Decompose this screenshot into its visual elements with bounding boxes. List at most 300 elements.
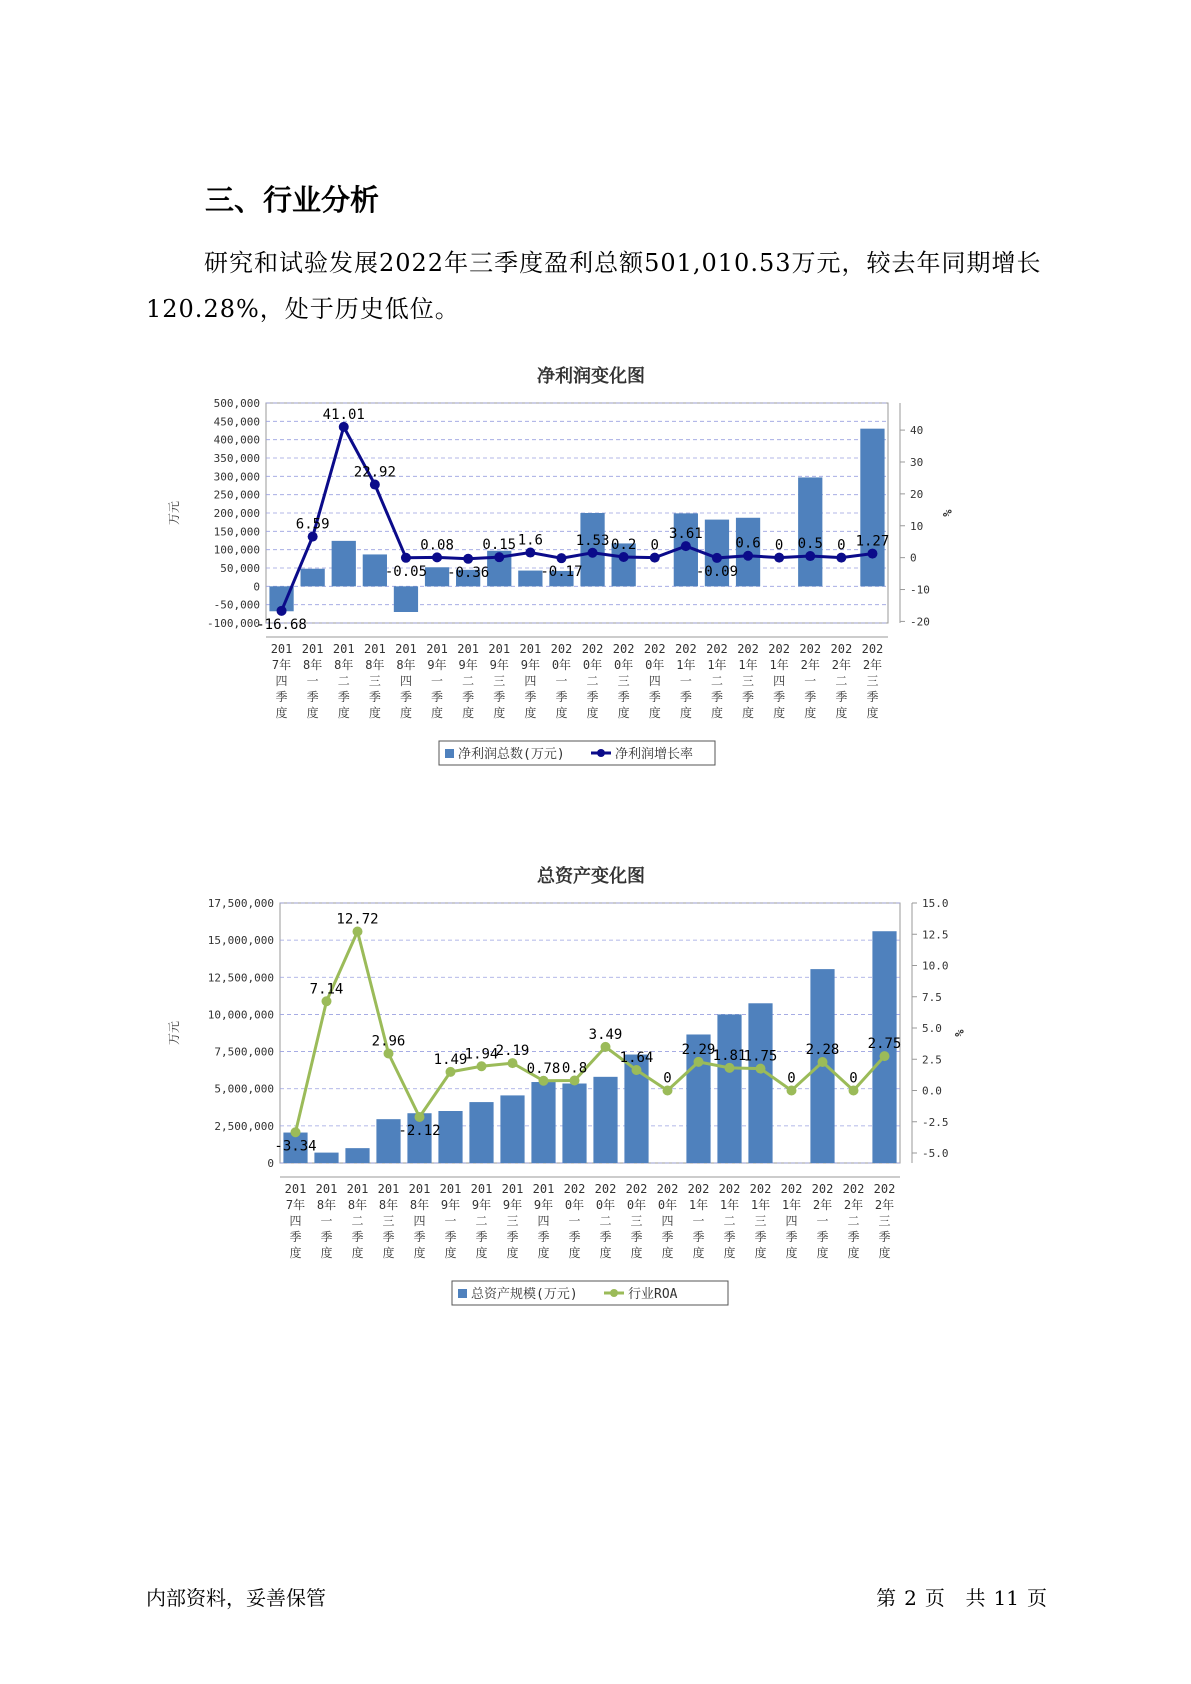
line-point xyxy=(601,1042,611,1052)
data-label: -0.36 xyxy=(447,564,490,581)
x-tick-label: 一 xyxy=(444,1214,457,1228)
data-label: -16.68 xyxy=(256,616,307,633)
x-tick-label: 度 xyxy=(878,1246,891,1260)
left-axis-tick-label: 450,000 xyxy=(213,415,260,429)
right-axis-title: % xyxy=(940,509,954,517)
x-tick-label: 1年 xyxy=(781,1198,802,1212)
x-tick-label: 季 xyxy=(878,1230,891,1244)
bar xyxy=(748,1003,772,1163)
x-tick-label: 度 xyxy=(599,1246,612,1260)
x-tick-label: 0年 xyxy=(582,658,603,672)
bar xyxy=(500,1095,524,1163)
left-axis-tick-label: 350,000 xyxy=(213,452,260,465)
x-tick-label: 202 xyxy=(687,1182,710,1196)
x-tick-label: 二 xyxy=(475,1214,488,1228)
bar xyxy=(531,1082,555,1163)
x-tick-label: 202 xyxy=(811,1182,834,1196)
x-tick-label: 202 xyxy=(550,642,573,656)
left-axis-tick-label: 0 xyxy=(267,1157,274,1170)
line-point xyxy=(322,996,332,1006)
x-tick-label: 季 xyxy=(692,1230,705,1244)
line-point xyxy=(308,532,318,542)
x-tick-label: 季 xyxy=(648,690,661,704)
x-tick-label: 度 xyxy=(816,1246,829,1260)
x-tick-label: 9年 xyxy=(502,1198,523,1212)
right-axis-tick-label: 10 xyxy=(910,519,924,533)
left-axis-tick-label: 250,000 xyxy=(213,488,260,502)
data-label: 22.92 xyxy=(353,464,396,481)
line-point xyxy=(494,552,504,562)
footer-page-number xyxy=(872,1582,1051,1611)
legend-line-marker xyxy=(597,749,605,757)
bar xyxy=(562,1084,586,1163)
x-tick-label: 9年 xyxy=(440,1198,461,1212)
line-point xyxy=(401,553,411,563)
data-label: 0.15 xyxy=(482,537,517,554)
x-tick-label: 度 xyxy=(444,1246,457,1260)
left-axis-tick-label: 150,000 xyxy=(213,525,260,539)
legend-bar-swatch xyxy=(458,1289,467,1298)
x-tick-label: 三 xyxy=(617,674,630,688)
x-tick-label: 季 xyxy=(320,1230,333,1244)
x-tick-label: 202 xyxy=(830,642,853,656)
x-tick-label: 四 xyxy=(275,674,288,688)
line-point xyxy=(632,1065,642,1075)
x-tick-label: 季 xyxy=(399,690,412,704)
x-tick-label: 1年 xyxy=(688,1198,709,1212)
x-tick-label: 一 xyxy=(431,674,444,688)
left-axis-tick-label: 50,000 xyxy=(220,562,260,575)
x-tick-label: 1年 xyxy=(719,1198,740,1212)
net-profit-chart xyxy=(167,395,970,815)
line-point xyxy=(446,1067,456,1077)
x-tick-label: 三 xyxy=(382,1214,395,1228)
x-tick-label: 季 xyxy=(742,690,755,704)
bar xyxy=(363,554,387,586)
x-tick-label: 季 xyxy=(773,690,786,704)
right-axis-tick-label: 5.0 xyxy=(922,1022,942,1035)
x-tick-label: 201 xyxy=(408,1182,431,1196)
x-tick-label: 度 xyxy=(586,706,599,720)
bar xyxy=(518,571,542,587)
x-tick-label: 201 xyxy=(501,1182,524,1196)
x-tick-label: 二 xyxy=(586,674,599,688)
left-axis-tick-label: 2,500,000 xyxy=(214,1119,274,1133)
x-tick-label: 二 xyxy=(351,1214,364,1228)
x-tick-label: 度 xyxy=(742,706,755,720)
x-tick-label: 四 xyxy=(648,674,661,688)
left-axis-tick-label: -100,000 xyxy=(207,617,260,630)
left-axis-tick-label: 0 xyxy=(253,580,260,594)
data-label: 0 xyxy=(787,1070,796,1087)
x-tick-label: 2年 xyxy=(812,1198,833,1212)
x-tick-label: 2年 xyxy=(862,658,883,672)
x-tick-label: 202 xyxy=(612,642,635,656)
x-tick-label: 201 xyxy=(270,642,293,656)
x-tick-label: 度 xyxy=(306,706,319,720)
bar xyxy=(332,541,356,586)
x-tick-label: 9年 xyxy=(489,658,509,672)
x-tick-label: 度 xyxy=(723,1246,736,1260)
right-axis-tick-label: 40 xyxy=(910,424,924,438)
data-label: 1.75 xyxy=(743,1048,778,1065)
total-assets-chart xyxy=(167,895,970,1315)
x-tick-label: 季 xyxy=(710,690,723,704)
x-tick-label: 202 xyxy=(768,642,790,656)
left-axis-title: 万元 xyxy=(167,1020,181,1046)
bar xyxy=(301,569,325,587)
x-tick-label: 202 xyxy=(656,1182,679,1196)
x-tick-label: 度 xyxy=(506,1246,519,1260)
bar xyxy=(717,1014,741,1163)
x-tick-label: 2年 xyxy=(874,1198,895,1212)
x-tick-label: 三 xyxy=(368,674,381,688)
line-point xyxy=(787,1086,797,1096)
data-label: 0.78 xyxy=(526,1060,561,1077)
chart-title-total-assets: 总资产变化图 xyxy=(537,866,645,887)
x-tick-label: 度 xyxy=(524,706,537,720)
x-tick-label: 202 xyxy=(563,1182,586,1196)
x-tick-label: 季 xyxy=(506,1230,519,1244)
x-tick-label: 8年 xyxy=(334,658,354,672)
x-tick-label: 四 xyxy=(524,674,537,688)
x-tick-label: 202 xyxy=(873,1182,896,1196)
left-axis-tick-label: 100,000 xyxy=(213,543,260,557)
x-tick-label: 度 xyxy=(692,1246,705,1260)
legend-bar-label: 净利润总数(万元) xyxy=(458,747,565,762)
x-tick-label: 202 xyxy=(594,1182,617,1196)
page-num: 2 xyxy=(904,1586,917,1610)
x-tick-label: 度 xyxy=(661,1246,674,1260)
x-tick-label: 季 xyxy=(866,690,879,704)
x-tick-label: 度 xyxy=(413,1246,426,1260)
footer-confidential: 内部资料，妥善保管 xyxy=(146,1586,326,1610)
x-tick-label: 201 xyxy=(346,1182,369,1196)
line-point xyxy=(743,551,753,561)
x-tick-label: 8年 xyxy=(378,1198,399,1212)
x-tick-label: 201 xyxy=(470,1182,493,1196)
x-tick-label: 季 xyxy=(568,1230,581,1244)
line-point xyxy=(681,541,691,551)
line-point xyxy=(353,927,363,937)
x-tick-label: 季 xyxy=(351,1230,364,1244)
x-tick-label: 202 xyxy=(799,642,822,656)
data-label: 3.49 xyxy=(588,1026,623,1043)
x-tick-label: 季 xyxy=(816,1230,829,1244)
line-point xyxy=(712,553,722,563)
left-axis-tick-label: 10,000,000 xyxy=(207,1008,274,1022)
x-tick-label: 度 xyxy=(648,706,661,720)
data-label: 0.2 xyxy=(611,537,637,553)
line-point xyxy=(556,553,566,563)
x-tick-label: 三 xyxy=(742,674,755,688)
bar xyxy=(798,477,822,586)
x-tick-label: 度 xyxy=(289,1246,302,1260)
data-label: 0.08 xyxy=(420,537,454,554)
x-tick-label: 2年 xyxy=(800,658,820,672)
x-tick-label: 度 xyxy=(847,1246,860,1260)
x-tick-label: 季 xyxy=(275,690,288,704)
data-label: 0 xyxy=(774,537,784,554)
left-axis-tick-label: 500,000 xyxy=(213,397,260,410)
x-tick-label: 201 xyxy=(426,642,448,656)
line-point xyxy=(725,1063,735,1073)
data-label: 1.81 xyxy=(712,1047,747,1064)
data-label: 0 xyxy=(650,537,659,554)
right-axis-tick-label: 12.5 xyxy=(922,928,949,942)
line-point xyxy=(432,552,442,562)
legend-line-marker xyxy=(610,1289,618,1297)
line-point xyxy=(650,553,660,563)
x-tick-label: 四 xyxy=(785,1214,798,1228)
right-axis-tick-label: -20 xyxy=(910,615,930,629)
right-axis-tick-label: 0 xyxy=(910,551,917,565)
x-tick-label: 一 xyxy=(306,674,319,688)
x-tick-label: 一 xyxy=(816,1214,829,1228)
data-label: 0 xyxy=(837,537,846,554)
x-tick-label: 0年 xyxy=(564,1198,585,1212)
left-axis-tick-label: 7,500,000 xyxy=(214,1045,274,1059)
x-tick-label: 四 xyxy=(537,1214,550,1228)
x-tick-label: 201 xyxy=(519,642,542,656)
right-axis-tick-label: -5.0 xyxy=(922,1147,949,1160)
x-tick-label: 0年 xyxy=(626,1198,647,1212)
x-tick-label: 三 xyxy=(866,674,879,688)
legend-line-label: 行业ROA xyxy=(628,1287,678,1302)
bar xyxy=(593,1077,617,1163)
line-point xyxy=(570,1076,580,1086)
total-num: 11 xyxy=(993,1586,1019,1610)
line-point xyxy=(805,551,815,561)
right-axis-tick-label: 7.5 xyxy=(922,990,942,1004)
line-point xyxy=(818,1057,828,1067)
line-point xyxy=(508,1058,518,1068)
x-tick-label: 季 xyxy=(475,1230,488,1244)
x-tick-label: 季 xyxy=(537,1230,550,1244)
data-label: 1.49 xyxy=(433,1051,468,1068)
data-label: 1.64 xyxy=(619,1050,654,1066)
x-tick-label: 二 xyxy=(337,674,350,688)
data-label: 0 xyxy=(663,1070,672,1087)
x-tick-label: 度 xyxy=(835,706,848,720)
right-axis-tick-label: 2.5 xyxy=(922,1053,942,1067)
x-tick-label: 季 xyxy=(679,690,692,704)
x-tick-label: 四 xyxy=(661,1214,674,1228)
x-tick-label: 0年 xyxy=(645,658,665,672)
data-label: 2.29 xyxy=(681,1041,716,1058)
line-point xyxy=(477,1061,487,1071)
bar xyxy=(314,1153,338,1163)
line-point xyxy=(525,548,535,558)
x-tick-label: 202 xyxy=(737,642,759,656)
line-point xyxy=(370,480,380,490)
right-axis-tick-label: 20 xyxy=(910,487,924,501)
data-label: 7.14 xyxy=(309,981,344,998)
x-tick-label: 202 xyxy=(675,642,697,656)
x-tick-label: 202 xyxy=(643,642,666,656)
x-tick-label: 度 xyxy=(804,706,817,720)
data-label: 3.61 xyxy=(668,526,703,543)
data-label: 1.53 xyxy=(575,532,610,549)
x-tick-label: 度 xyxy=(679,706,692,720)
x-tick-label: 度 xyxy=(537,1246,550,1260)
x-tick-label: 季 xyxy=(754,1230,767,1244)
data-label: 41.01 xyxy=(322,406,365,423)
legend-line-label: 净利润增长率 xyxy=(615,747,694,762)
data-label: -0.05 xyxy=(384,563,428,580)
page-prefix: 第 xyxy=(876,1586,897,1610)
x-tick-label: 季 xyxy=(847,1230,860,1244)
x-tick-label: 一 xyxy=(568,1214,581,1228)
x-tick-label: 季 xyxy=(630,1230,643,1244)
x-tick-label: 8年 xyxy=(365,658,385,672)
x-tick-label: 2年 xyxy=(843,1198,864,1212)
x-tick-label: 201 xyxy=(364,642,386,656)
legend-bar-label: 总资产规模(万元) xyxy=(471,1287,578,1302)
x-tick-label: 季 xyxy=(804,690,817,704)
right-axis-tick-label: 15.0 xyxy=(922,897,949,910)
data-label: 2.19 xyxy=(495,1043,530,1060)
bar xyxy=(425,567,449,586)
x-tick-label: 二 xyxy=(710,674,723,688)
x-tick-label: 季 xyxy=(785,1230,798,1244)
x-tick-label: 度 xyxy=(431,706,444,720)
x-tick-label: 季 xyxy=(586,690,599,704)
x-tick-label: 度 xyxy=(773,706,786,720)
x-tick-label: 202 xyxy=(842,1182,865,1196)
x-tick-label: 二 xyxy=(462,674,475,688)
x-tick-label: 四 xyxy=(773,674,786,688)
x-tick-label: 度 xyxy=(754,1246,767,1260)
x-tick-label: 三 xyxy=(878,1214,891,1228)
data-label: 2.96 xyxy=(371,1033,406,1050)
line-point xyxy=(867,549,877,559)
x-tick-label: 四 xyxy=(413,1214,426,1228)
x-tick-label: 度 xyxy=(320,1246,333,1260)
x-tick-label: 三 xyxy=(630,1214,643,1228)
x-tick-label: 二 xyxy=(835,674,848,688)
x-tick-label: 四 xyxy=(289,1214,302,1228)
data-label: -0.17 xyxy=(540,564,583,581)
x-tick-label: 9年 xyxy=(458,658,478,672)
x-tick-label: 202 xyxy=(718,1182,741,1196)
x-tick-label: 9年 xyxy=(533,1198,554,1212)
x-tick-label: 季 xyxy=(368,690,381,704)
x-tick-label: 201 xyxy=(332,642,355,656)
x-tick-label: 度 xyxy=(462,706,475,720)
x-tick-label: 201 xyxy=(284,1182,307,1196)
line-point xyxy=(836,553,846,563)
x-tick-label: 8年 xyxy=(409,1198,430,1212)
total-unit: 页 xyxy=(1027,1586,1047,1610)
data-label: 2.75 xyxy=(867,1036,902,1053)
data-label: 1.94 xyxy=(464,1046,499,1063)
line-point xyxy=(339,422,349,432)
left-axis-tick-label: 15,000,000 xyxy=(207,934,274,948)
x-tick-label: 201 xyxy=(532,1182,555,1196)
x-tick-label: 季 xyxy=(555,690,568,704)
x-tick-label: 二 xyxy=(723,1214,736,1228)
line-point xyxy=(384,1049,394,1059)
x-tick-label: 202 xyxy=(861,642,884,656)
left-axis-title: 万元 xyxy=(167,500,181,526)
line-point xyxy=(849,1086,859,1096)
summary-paragraph: 研究和试验发展2022年三季度盈利总额501,010.53万元，较去年同期增长120.28%，处于历史低位。 xyxy=(146,249,1042,323)
x-tick-label: 9年 xyxy=(520,658,540,672)
x-tick-label: 度 xyxy=(866,706,879,720)
data-label: -2.12 xyxy=(398,1123,441,1139)
line-point xyxy=(588,548,598,558)
x-tick-label: 8年 xyxy=(396,658,416,672)
x-tick-label: 8年 xyxy=(347,1198,368,1212)
x-tick-label: 季 xyxy=(382,1230,395,1244)
bar xyxy=(438,1111,462,1163)
x-tick-label: 201 xyxy=(488,642,511,656)
x-tick-label: 度 xyxy=(630,1246,643,1260)
x-tick-label: 二 xyxy=(847,1214,860,1228)
x-tick-label: 度 xyxy=(785,1246,798,1260)
data-label: 0 xyxy=(849,1070,858,1087)
left-axis-tick-label: 300,000 xyxy=(213,470,260,484)
x-tick-label: 201 xyxy=(395,642,417,656)
data-label: -0.09 xyxy=(695,563,739,580)
left-axis-tick-label: 17,500,000 xyxy=(207,897,274,910)
x-tick-label: 三 xyxy=(493,674,506,688)
x-tick-label: 201 xyxy=(377,1182,400,1196)
x-tick-label: 四 xyxy=(399,674,412,688)
right-axis-tick-label: 0.0 xyxy=(922,1084,942,1098)
x-tick-label: 度 xyxy=(617,706,630,720)
data-label: 12.72 xyxy=(336,911,379,928)
data-label: 0.6 xyxy=(735,535,761,552)
x-tick-label: 三 xyxy=(754,1214,767,1228)
x-tick-label: 一 xyxy=(555,674,568,688)
x-tick-label: 季 xyxy=(444,1230,457,1244)
x-tick-label: 季 xyxy=(431,690,444,704)
data-label: 0.8 xyxy=(561,1060,588,1077)
line-point xyxy=(277,606,287,616)
line-point xyxy=(756,1064,766,1074)
x-tick-label: 季 xyxy=(661,1230,674,1244)
x-tick-label: 201 xyxy=(439,1182,462,1196)
x-tick-label: 9年 xyxy=(427,658,447,672)
data-label: 2.28 xyxy=(805,1042,840,1058)
x-tick-label: 201 xyxy=(301,642,324,656)
line-point xyxy=(694,1057,704,1067)
x-tick-label: 季 xyxy=(413,1230,426,1244)
bar xyxy=(376,1119,400,1163)
x-tick-label: 度 xyxy=(382,1246,395,1260)
right-axis-title: % xyxy=(952,1029,966,1037)
x-tick-label: 7年 xyxy=(271,658,292,672)
x-tick-label: 度 xyxy=(568,1246,581,1260)
section-title: 三、行业分析 xyxy=(205,183,380,217)
line-point xyxy=(463,554,473,564)
x-tick-label: 202 xyxy=(780,1182,803,1196)
x-tick-label: 0年 xyxy=(595,1198,616,1212)
x-tick-label: 度 xyxy=(710,706,723,720)
x-tick-label: 度 xyxy=(337,706,350,720)
x-tick-label: 季 xyxy=(306,690,319,704)
x-tick-label: 季 xyxy=(835,690,848,704)
page-unit: 页 xyxy=(924,1586,945,1610)
left-axis-tick-label: 12,500,000 xyxy=(207,971,274,985)
bar xyxy=(394,586,418,612)
x-tick-label: 一 xyxy=(679,674,692,688)
line-point xyxy=(619,552,629,562)
x-tick-label: 201 xyxy=(315,1182,338,1196)
bar xyxy=(345,1148,369,1163)
